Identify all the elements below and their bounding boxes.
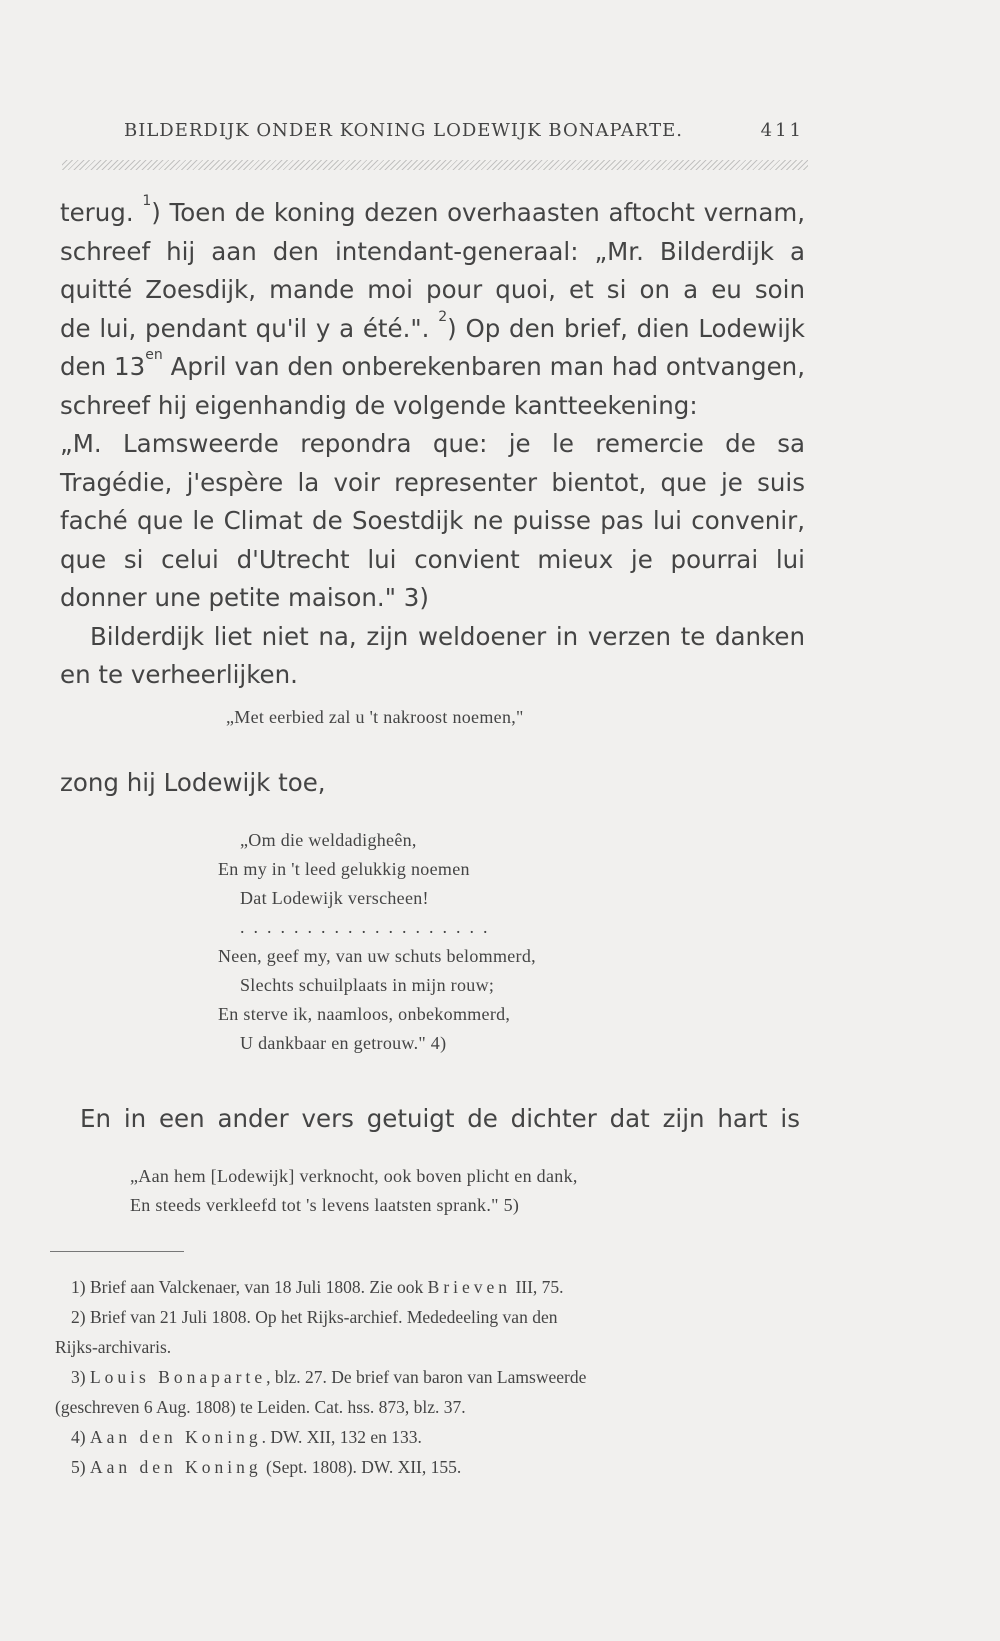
- text-line: schreef hij aan den intendant-generaal: „Mr. Bilderdijk a: [60, 236, 805, 266]
- text-line: donner une petite maison." 3): [60, 583, 429, 612]
- footnote-ref[interactable]: 1: [142, 193, 152, 209]
- footnote-3: 3) Louis Bonaparte, blz. 27. De brief van baron van Lamsweerde: [71, 1367, 587, 1387]
- poem: [218, 826, 536, 1058]
- footnote-1: 1) Brief aan Valckenaer, van 18 Juli 1808. Zie ook Brieven III, 75.: [71, 1277, 564, 1297]
- text-line: En in een ander vers getuigt de dichter dat zijn hart is: [80, 1104, 800, 1133]
- text-line: zong hij Lodewijk toe,: [60, 768, 326, 797]
- text-line: quitté Zoesdijk, mande moi pour quoi, et si on a eu soin: [60, 275, 805, 304]
- text-line: „M. Lamsweerde repondra que: je le remercie de sa: [60, 429, 805, 458]
- header-rule: [62, 160, 808, 170]
- poem-line: En my in 't leed gelukkig noemen: [218, 859, 470, 879]
- footnotes: [55, 1272, 800, 1482]
- quote-line: En steeds verkleefd tot 's levens laatsten sprank." 5): [130, 1195, 520, 1215]
- page-number: 411: [760, 120, 804, 141]
- text-line: den $13^{en}$ April van den onberekenbaren man had ontvangen,: [60, 347, 805, 381]
- main-paragraph: [60, 194, 805, 695]
- running-header: [124, 120, 804, 141]
- text-line: en te verheerlijken.: [60, 660, 298, 689]
- text-line: de lui, pendant qu'il y a été.". $^2$) Op den brief, dien Lodewijk: [60, 308, 805, 343]
- ellipsis-dots: ...................: [240, 917, 497, 937]
- quote-line: „Met eerbied zal u 't nakroost noemen,": [226, 707, 524, 727]
- quote-line: „Aan hem [Lodewijk] verknocht, ook boven plicht en dank,: [130, 1166, 578, 1186]
- header-title: BILDERDIJK ONDER KONING LODEWIJK BONAPARTE.: [124, 120, 684, 141]
- poem-line: Slechts schuilplaats in mijn rouw;: [240, 975, 495, 995]
- text-line: Tragédie, j'espère la voir representer bientot, que je suis: [60, 467, 805, 497]
- poem-line: Dat Lodewijk verscheen!: [240, 888, 429, 908]
- footnote-rule: [50, 1251, 184, 1252]
- poem-line: En sterve ik, naamloos, onbekommerd,: [218, 1004, 511, 1024]
- text-line: faché que le Climat de Soestdijk ne puisse pas lui convenir,: [60, 506, 805, 535]
- text-line: schreef hij eigenhandig de volgende kantteekening:: [60, 390, 698, 420]
- poem-line: U dankbaar en getrouw." 4): [240, 1033, 447, 1053]
- poem-line: Neen, geef my, van uw schuts belommerd,: [218, 946, 536, 966]
- text-line: Bilderdijk liet niet na, zijn weldoener in verzen te danken: [90, 621, 805, 651]
- footnote-3-cont: (geschreven 6 Aug. 1808) te Leiden. Cat. hss. 873, blz. 37.: [55, 1397, 466, 1417]
- text-line: que si celui d'Utrecht lui convient mieux je pourrai lui: [60, 544, 805, 574]
- poem-line: „Om die weldadigheên,: [240, 830, 417, 850]
- footnote-2: 2) Brief van 21 Juli 1808. Op het Rijks-archief. Mededeeling van den: [71, 1307, 558, 1327]
- footnote-4: 4) Aan den Koning. DW. XII, 132 en 133.: [71, 1427, 422, 1447]
- quote-block: [130, 1162, 578, 1220]
- footnote-2-cont: Rijks-archivaris.: [55, 1337, 172, 1357]
- text-line: terug. $^1$) Toen de koning dezen overhaasten aftocht vernam,: [60, 193, 805, 227]
- footnote-5: 5) Aan den Koning (Sept. 1808). DW. XII, 155.: [71, 1457, 462, 1477]
- footnote-ref[interactable]: 2: [438, 308, 448, 325]
